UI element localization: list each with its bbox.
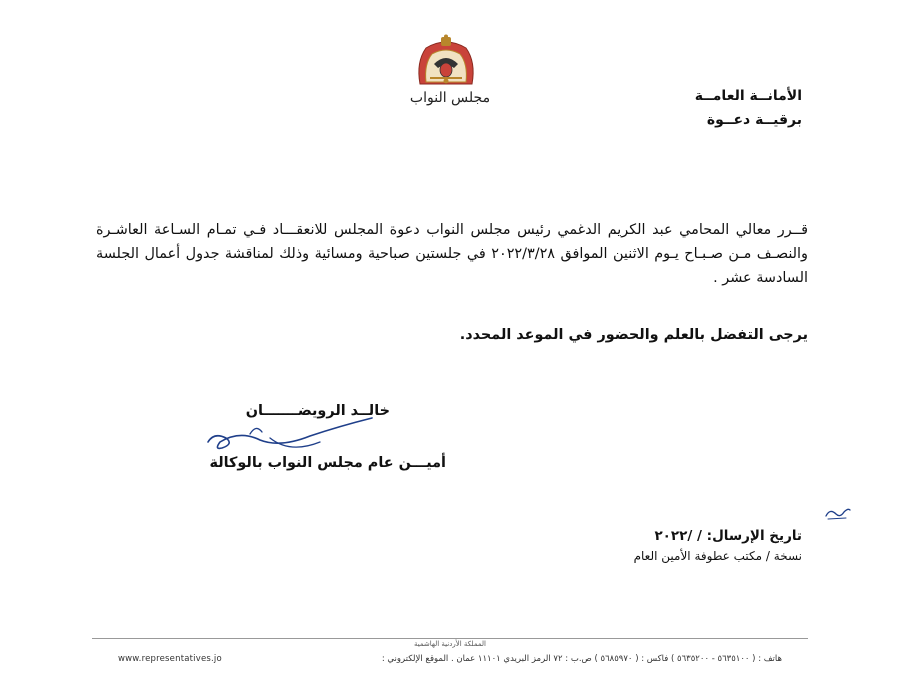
- footer-divider: [92, 638, 808, 639]
- body-paragraph: قــرر معالي المحامي عبد الكريم الدغمي رئيس مجلس النواب دعوة المجلس للانعقـــاد فـي تمـام السـاعة العاشـرة والنصـف مـن صـبـاح يـوم الاثنين الموافق ٢٠٢٢/٣/٢٨ في جلستين صباحية ومسائية وذلك لمناقشة جدول أعمال الجلسة السادسة عشر .: [96, 222, 808, 286]
- department-heading: الأمانــة العامــة: [694, 88, 802, 104]
- handwritten-initials-icon: [822, 502, 852, 522]
- signer-name: خالــد الرويضـــــــان: [245, 403, 390, 419]
- handwritten-signature-icon: [200, 410, 380, 460]
- footer-org: المملكة الأردنية الهاشمية: [413, 640, 487, 648]
- footer-contact: هاتف : ( ٥٦٣٥١٠٠ - ٥٦٣٥٢٠٠ ) فاكس : ( ٥٦٨٥٩٧٠ ) ص.ب : ٧٢ الرمز البريدي ١١١٠١ عمان . الموقع الإلكتروني :: [381, 654, 782, 664]
- document-type: برقيــة دعــوة: [706, 112, 802, 128]
- council-name: مجلس النواب: [409, 90, 491, 106]
- jordan-coat-of-arms-icon: [412, 34, 480, 86]
- signer-title: أميـــن عام مجلس النواب بالوكالة: [209, 455, 446, 471]
- footer-website-link[interactable]: www.representatives.jo: [118, 654, 222, 664]
- letter-body: [96, 218, 808, 290]
- send-date: تاريخ الإرسال: / /٢٠٢٢: [654, 528, 802, 544]
- copy-note: نسخة / مكتب عطوفة الأمين العام: [633, 549, 802, 563]
- closing-line: يرجى التفضل بالعلم والحضور في الموعد المحدد.: [459, 327, 808, 343]
